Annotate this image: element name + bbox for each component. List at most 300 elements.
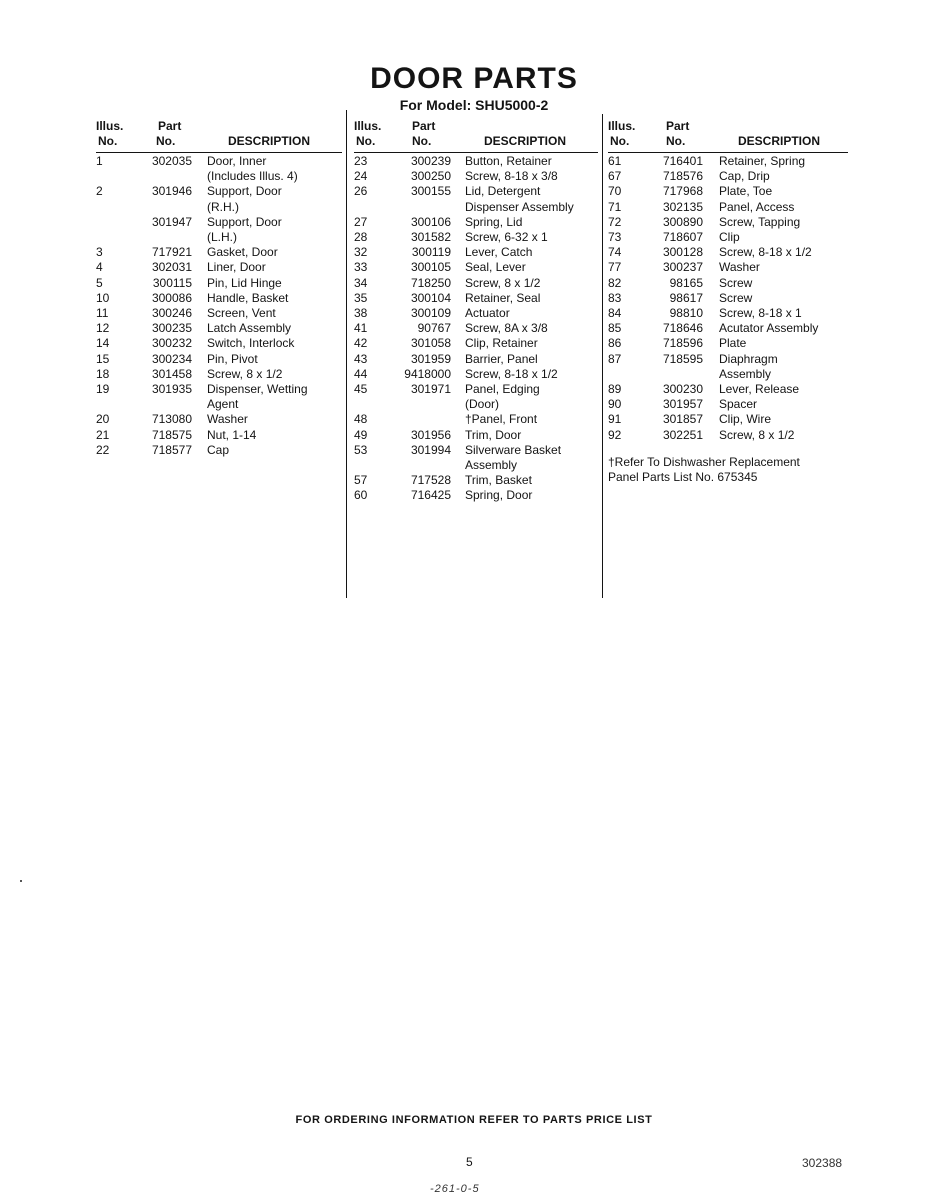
description-line: †Panel, Front <box>465 412 538 427</box>
part-description <box>465 336 598 351</box>
illus-number: 27 <box>354 214 368 229</box>
parts-row <box>96 260 342 275</box>
description-line: Gasket, Door <box>207 245 278 260</box>
part-number: 9418000 <box>404 366 451 381</box>
part-description <box>465 306 598 321</box>
page-number: 5 <box>466 1155 473 1169</box>
parts-row <box>608 230 848 245</box>
illus-number: 33 <box>354 260 368 275</box>
description-line: Lever, Catch <box>465 245 533 260</box>
parts-row <box>96 367 342 382</box>
part-header-line1: Part <box>158 119 182 133</box>
parts-row <box>608 382 848 397</box>
parts-row <box>354 230 598 245</box>
part-number: 301946 <box>151 184 192 199</box>
description-line: Panel, Access <box>719 199 795 214</box>
header-rule <box>354 152 598 153</box>
description-line: Trim, Door <box>465 427 522 442</box>
illus-number: 49 <box>354 427 368 442</box>
parts-row <box>96 352 342 367</box>
part-header-line2: No. <box>666 134 686 148</box>
part-number: 300890 <box>662 214 703 229</box>
part-number: 717968 <box>662 184 703 199</box>
description-header: DESCRIPTION <box>738 134 821 148</box>
parts-row <box>608 169 848 184</box>
parts-row <box>96 306 342 321</box>
description-line: Screw, 8 x 1/2 <box>719 427 795 442</box>
part-number: 301582 <box>410 230 451 245</box>
parts-row <box>354 184 598 214</box>
description-line: Screw <box>719 290 753 305</box>
illus-header-line1: Illus. <box>96 119 124 133</box>
parts-row <box>96 412 342 427</box>
handwritten-mark: -261-0-5 <box>430 1183 480 1195</box>
column-header <box>608 116 848 152</box>
parts-row <box>608 184 848 199</box>
illus-number: 84 <box>608 306 622 321</box>
description-line: Cap, Drip <box>719 169 770 184</box>
column-header <box>354 116 598 152</box>
part-description <box>207 184 342 214</box>
illus-number: 3 <box>96 245 103 260</box>
illus-number: 20 <box>96 412 110 427</box>
part-number: 716425 <box>410 488 451 503</box>
illus-number: 86 <box>608 336 622 351</box>
part-number: 301947 <box>151 214 192 229</box>
description-line: Pin, Lid Hinge <box>207 275 282 290</box>
part-number: 718575 <box>151 427 192 442</box>
parts-row <box>608 215 848 230</box>
illus-number: 23 <box>354 154 368 168</box>
description-line: Handle, Basket <box>207 290 289 305</box>
illus-number: 10 <box>96 290 110 305</box>
parts-row <box>354 412 598 427</box>
part-description <box>465 169 598 184</box>
description-line: Seal, Lever <box>465 260 526 275</box>
parts-rows <box>96 154 342 458</box>
description-line: Silverware Basket <box>465 442 562 457</box>
part-description <box>207 260 342 275</box>
parts-row <box>354 336 598 351</box>
part-number: 302031 <box>151 260 192 275</box>
description-line: (Includes Illus. 4) <box>207 169 298 184</box>
part-description <box>719 321 848 336</box>
part-number: 98617 <box>669 290 703 305</box>
description-line: Button, Retainer <box>465 154 552 168</box>
scan-speck <box>20 880 22 882</box>
parts-row <box>608 154 848 169</box>
description-line: Actuator <box>465 306 510 321</box>
part-description <box>719 291 848 306</box>
part-number: 301058 <box>410 336 451 351</box>
illus-number: 14 <box>96 336 110 351</box>
part-number: 302251 <box>662 427 703 442</box>
part-number: 300105 <box>410 260 451 275</box>
part-description <box>719 154 848 169</box>
description-line: Barrier, Panel <box>465 351 538 366</box>
parts-row <box>608 321 848 336</box>
parts-row <box>608 397 848 412</box>
column-header <box>96 116 342 152</box>
part-description <box>719 276 848 291</box>
part-number: 98165 <box>669 275 703 290</box>
part-description <box>465 230 598 245</box>
part-number: 718596 <box>662 336 703 351</box>
illus-number: 61 <box>608 154 622 168</box>
part-header-line2: No. <box>156 134 176 148</box>
description-line: Panel, Edging <box>465 382 540 397</box>
part-number: 301959 <box>410 351 451 366</box>
illus-number: 28 <box>354 230 368 245</box>
parts-row <box>354 321 598 336</box>
illus-number: 22 <box>96 442 110 457</box>
part-description <box>719 169 848 184</box>
part-number: 300119 <box>411 245 451 260</box>
part-description <box>207 428 342 443</box>
illus-number: 90 <box>608 397 622 412</box>
description-line: (R.H.) <box>207 199 239 214</box>
description-line: Screw, 8-18 x 1/2 <box>465 366 558 381</box>
parts-row <box>354 215 598 230</box>
part-description <box>465 443 598 473</box>
description-line: Screen, Vent <box>207 306 276 321</box>
part-description <box>207 352 342 367</box>
parts-row <box>608 306 848 321</box>
description-line: (L.H.) <box>207 230 237 245</box>
part-number: 300155 <box>410 184 451 199</box>
description-line: Door, Inner <box>207 154 267 168</box>
part-number: 300234 <box>151 351 192 366</box>
illus-number: 1 <box>96 154 103 168</box>
part-number: 301956 <box>410 427 451 442</box>
parts-row <box>96 443 342 458</box>
illus-number: 38 <box>354 306 368 321</box>
illus-number: 19 <box>96 382 110 397</box>
part-description <box>465 428 598 443</box>
illus-number: 91 <box>608 412 622 427</box>
part-description <box>465 184 598 214</box>
illus-number: 85 <box>608 321 622 336</box>
parts-column-3 <box>608 116 848 485</box>
illus-number: 34 <box>354 275 368 290</box>
column-divider-2 <box>602 114 603 598</box>
note-line-2: Panel Parts List No. 675345 <box>608 470 758 485</box>
header-rule <box>96 152 342 153</box>
illus-number: 21 <box>96 427 110 442</box>
illus-number: 45 <box>354 382 368 397</box>
part-number: 300237 <box>662 260 703 275</box>
illus-number: 43 <box>354 351 368 366</box>
illus-number: 41 <box>354 321 368 336</box>
parts-row <box>354 488 598 503</box>
part-description <box>465 215 598 230</box>
parts-row <box>96 321 342 336</box>
part-number: 718607 <box>662 230 703 245</box>
illus-number: 18 <box>96 366 110 381</box>
illus-number: 4 <box>96 260 103 275</box>
description-line: Lever, Release <box>719 382 800 397</box>
part-description <box>207 412 342 427</box>
part-description <box>207 336 342 351</box>
parts-row <box>354 260 598 275</box>
illus-number: 26 <box>354 184 368 199</box>
description-line: Trim, Basket <box>465 473 532 488</box>
part-description <box>465 488 598 503</box>
part-header-line1: Part <box>412 119 436 133</box>
description-line: Clip <box>719 230 740 245</box>
part-description <box>207 245 342 260</box>
parts-row <box>608 260 848 275</box>
illus-number: 12 <box>96 321 110 336</box>
description-line: Plate <box>719 336 747 351</box>
description-header: DESCRIPTION <box>228 134 311 148</box>
description-line: Clip, Wire <box>719 412 772 427</box>
part-description <box>207 215 342 245</box>
illus-number: 44 <box>354 366 368 381</box>
part-description <box>719 382 848 397</box>
illus-number: 5 <box>96 275 103 290</box>
parts-column-2 <box>354 116 598 503</box>
description-line: Diaphragm <box>719 351 778 366</box>
illus-header-line2: No. <box>610 134 630 148</box>
part-description <box>719 306 848 321</box>
description-line: Cap <box>207 442 230 457</box>
illus-number: 42 <box>354 336 368 351</box>
parts-column-1 <box>96 116 342 457</box>
part-number: 717528 <box>410 473 451 488</box>
illus-number: 82 <box>608 275 622 290</box>
description-line: (Door) <box>465 397 500 412</box>
illus-header-line2: No. <box>356 134 376 148</box>
part-description <box>719 336 848 351</box>
description-line: Agent <box>207 397 239 412</box>
parts-row <box>354 169 598 184</box>
description-line: Screw <box>719 275 753 290</box>
part-number: 718577 <box>151 442 192 457</box>
illus-number: 11 <box>96 306 109 321</box>
illus-number: 73 <box>608 230 622 245</box>
parts-row <box>608 428 848 443</box>
part-number: 713080 <box>151 412 192 427</box>
part-description <box>719 230 848 245</box>
note-line-1: †Refer To Dishwasher Replacement <box>608 455 800 469</box>
illus-number: 92 <box>608 427 622 442</box>
part-description <box>465 412 598 427</box>
parts-row <box>608 412 848 427</box>
part-description <box>465 352 598 367</box>
description-line: Dispenser, Wetting <box>207 382 308 397</box>
description-line: Assembly <box>465 458 518 473</box>
description-line: Spacer <box>719 397 758 412</box>
illus-header-line2: No. <box>98 134 118 148</box>
parts-row <box>96 291 342 306</box>
part-number: 300128 <box>662 245 703 260</box>
part-description <box>719 397 848 412</box>
illus-number: 57 <box>354 473 368 488</box>
part-header-line2: No. <box>412 134 432 148</box>
description-line: Support, Door <box>207 184 282 199</box>
part-header-line1: Part <box>666 119 690 133</box>
part-description <box>465 260 598 275</box>
illus-number: 48 <box>354 412 368 427</box>
illus-number: 15 <box>96 351 110 366</box>
illus-number: 71 <box>608 199 622 214</box>
description-line: Screw, 8-18 x 1 <box>719 306 802 321</box>
parts-row <box>354 154 598 169</box>
description-line: Plate, Toe <box>719 184 773 199</box>
parts-row <box>96 276 342 291</box>
part-number: 717921 <box>151 245 192 260</box>
column-divider-1 <box>346 110 347 598</box>
part-description <box>465 321 598 336</box>
illus-number: 77 <box>608 260 622 275</box>
description-header: DESCRIPTION <box>484 134 567 148</box>
part-description <box>719 245 848 260</box>
illus-number: 32 <box>354 245 368 260</box>
part-description <box>207 321 342 336</box>
part-number: 718595 <box>662 351 703 366</box>
part-description <box>719 260 848 275</box>
parts-row <box>96 184 342 214</box>
part-number: 300232 <box>151 336 192 351</box>
part-number: 300250 <box>410 169 451 184</box>
ordering-notice: FOR ORDERING INFORMATION REFER TO PARTS PRICE LIST <box>295 1114 653 1126</box>
illus-number: 89 <box>608 382 622 397</box>
illus-number: 24 <box>354 169 368 184</box>
illus-number: 87 <box>608 351 622 366</box>
illus-number: 83 <box>608 290 622 305</box>
description-line: Screw, 8 x 1/2 <box>207 366 283 381</box>
header-rule <box>608 152 848 153</box>
parts-row <box>354 291 598 306</box>
part-description <box>465 291 598 306</box>
part-number: 98810 <box>669 306 703 321</box>
description-line: Screw, 8-18 x 3/8 <box>465 169 558 184</box>
description-line: Pin, Pivot <box>207 351 258 366</box>
parts-row <box>354 306 598 321</box>
part-description <box>207 367 342 382</box>
part-description <box>207 382 342 412</box>
description-line: Switch, Interlock <box>207 336 295 351</box>
part-number: 301971 <box>410 382 451 397</box>
description-line: Dispenser Assembly <box>465 199 574 214</box>
model-subtitle: For Model: SHU5000-2 <box>399 97 549 113</box>
part-description <box>207 276 342 291</box>
parts-row <box>354 245 598 260</box>
parts-row <box>96 336 342 351</box>
document-number: 302388 <box>802 1156 843 1170</box>
description-line: Spring, Lid <box>465 214 523 229</box>
part-number: 300246 <box>151 306 192 321</box>
parts-rows <box>608 154 848 443</box>
part-description <box>719 200 848 215</box>
parts-row <box>354 428 598 443</box>
description-line: Screw, Tapping <box>719 214 801 229</box>
part-description <box>207 154 342 184</box>
part-description <box>207 306 342 321</box>
illus-number: 74 <box>608 245 622 260</box>
parts-row <box>608 245 848 260</box>
part-description <box>207 443 342 458</box>
parts-row <box>608 352 848 382</box>
description-line: Screw, 8A x 3/8 <box>465 321 548 336</box>
part-number: 301935 <box>151 382 192 397</box>
description-line: Nut, 1-14 <box>207 427 257 442</box>
refer-note <box>608 455 848 485</box>
description-line: Support, Door <box>207 214 282 229</box>
part-number: 300230 <box>662 382 703 397</box>
illus-number: 67 <box>608 169 622 184</box>
parts-row <box>96 215 342 245</box>
parts-rows <box>354 154 598 504</box>
illus-header-line1: Illus. <box>354 119 382 133</box>
part-description <box>719 412 848 427</box>
description-line: Retainer, Seal <box>465 290 541 305</box>
part-description <box>719 215 848 230</box>
part-description <box>465 276 598 291</box>
description-line: Washer <box>207 412 248 427</box>
part-number: 90767 <box>417 321 451 336</box>
parts-row <box>354 352 598 367</box>
illus-header-line1: Illus. <box>608 119 636 133</box>
illus-number: 72 <box>608 214 622 229</box>
part-number: 300104 <box>410 290 451 305</box>
parts-row <box>354 276 598 291</box>
parts-row <box>96 382 342 412</box>
description-line: Clip, Retainer <box>465 336 538 351</box>
parts-row <box>96 154 342 184</box>
illus-number: 70 <box>608 184 622 199</box>
part-number: 301458 <box>151 366 192 381</box>
part-description <box>465 367 598 382</box>
part-number: 300115 <box>152 275 192 290</box>
part-number: 300239 <box>410 154 451 168</box>
part-number: 301957 <box>662 397 703 412</box>
illus-number: 53 <box>354 442 368 457</box>
parts-row <box>608 200 848 215</box>
parts-row <box>608 276 848 291</box>
part-number: 301857 <box>662 412 703 427</box>
illus-number: 2 <box>96 184 103 199</box>
part-number: 302035 <box>151 154 192 168</box>
part-number: 718576 <box>662 169 703 184</box>
description-line: Retainer, Spring <box>719 154 806 168</box>
part-description <box>465 154 598 169</box>
parts-row <box>608 336 848 351</box>
part-number: 718646 <box>662 321 703 336</box>
part-number: 300106 <box>410 214 451 229</box>
part-description <box>207 291 342 306</box>
parts-row <box>96 245 342 260</box>
part-number: 718250 <box>410 275 451 290</box>
part-number: 716401 <box>662 154 703 168</box>
parts-row <box>96 428 342 443</box>
description-line: Acutator Assembly <box>719 321 819 336</box>
description-line: Latch Assembly <box>207 321 292 336</box>
part-number: 300109 <box>410 306 451 321</box>
part-number: 300086 <box>151 290 192 305</box>
part-description <box>465 473 598 488</box>
page-title: DOOR PARTS <box>370 62 578 95</box>
part-number: 302135 <box>662 199 703 214</box>
part-number: 300235 <box>151 321 192 336</box>
description-line: Assembly <box>719 366 772 381</box>
illus-number: 60 <box>354 488 368 503</box>
description-line: Spring, Door <box>465 488 533 503</box>
description-line: Screw, 6-32 x 1 <box>465 230 548 245</box>
parts-row <box>354 473 598 488</box>
part-description <box>465 382 598 412</box>
